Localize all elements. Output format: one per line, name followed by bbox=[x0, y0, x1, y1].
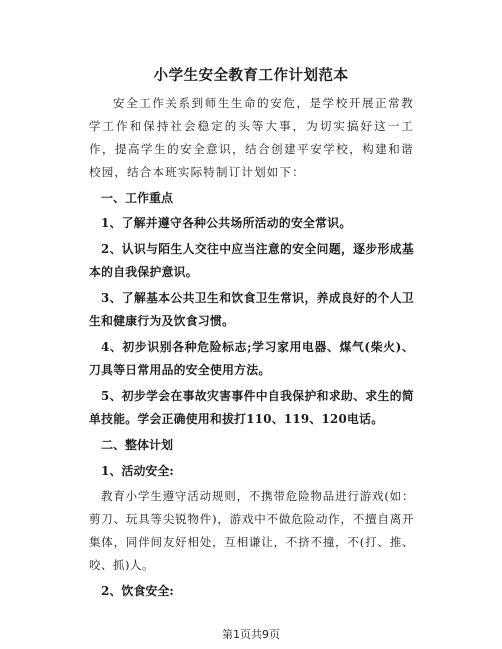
list-item: 2、认识与陌生人交往中应当注意的安全问题，逐步形成基本的自我保护意识。 bbox=[89, 242, 414, 279]
subsection-heading-food-safety: 2、饮食安全: bbox=[101, 584, 174, 598]
document-title: 小学生安全教育工作计划范本 bbox=[153, 67, 349, 84]
document-body bbox=[89, 92, 414, 605]
subsection-text-activity-safety: 教育小学生遵守活动规则，不携带危险物品进行游戏(如：剪刀、玩具等尖锐物件)，游戏中不做危险动作，不擅自离开集体，同伴间友好相处，互相谦让，不挤不撞，不(打、推、咬、抓)人。 bbox=[89, 489, 414, 572]
list-item: 4、初步识别各种危险标志;学习家用电器、煤气(柴火)、刀具等日常用品的安全使用方法。 bbox=[89, 340, 414, 377]
list-item: 1、了解并遵守各种公共场所活动的安全常识。 bbox=[101, 216, 352, 230]
page-number-footer: 第1页共9页 bbox=[222, 628, 280, 641]
section-heading-work-focus: 一、工作重点 bbox=[101, 191, 174, 205]
section-heading-overall-plan: 二、整体计划 bbox=[101, 438, 174, 452]
subsection-heading-activity-safety: 1、活动安全: bbox=[101, 464, 174, 478]
list-item: 3、了解基本公共卫生和饮食卫生常识，养成良好的个人卫生和健康行为及饮食习惯。 bbox=[89, 291, 414, 328]
intro-paragraph: 安全工作关系到师生生命的安危，是学校开展正常教学工作和保持社会稳定的头等大事，为切实搞好这一工作，提高学生的安全意识，结合创建平安学校，构建和谐校园，结合本班实际特制订计划如下： bbox=[89, 96, 414, 179]
list-item: 5、初步学会在事故灾害事件中自我保护和求助、求生的简单技能。学会正确使用和拔打110、119、120电话。 bbox=[89, 389, 414, 426]
